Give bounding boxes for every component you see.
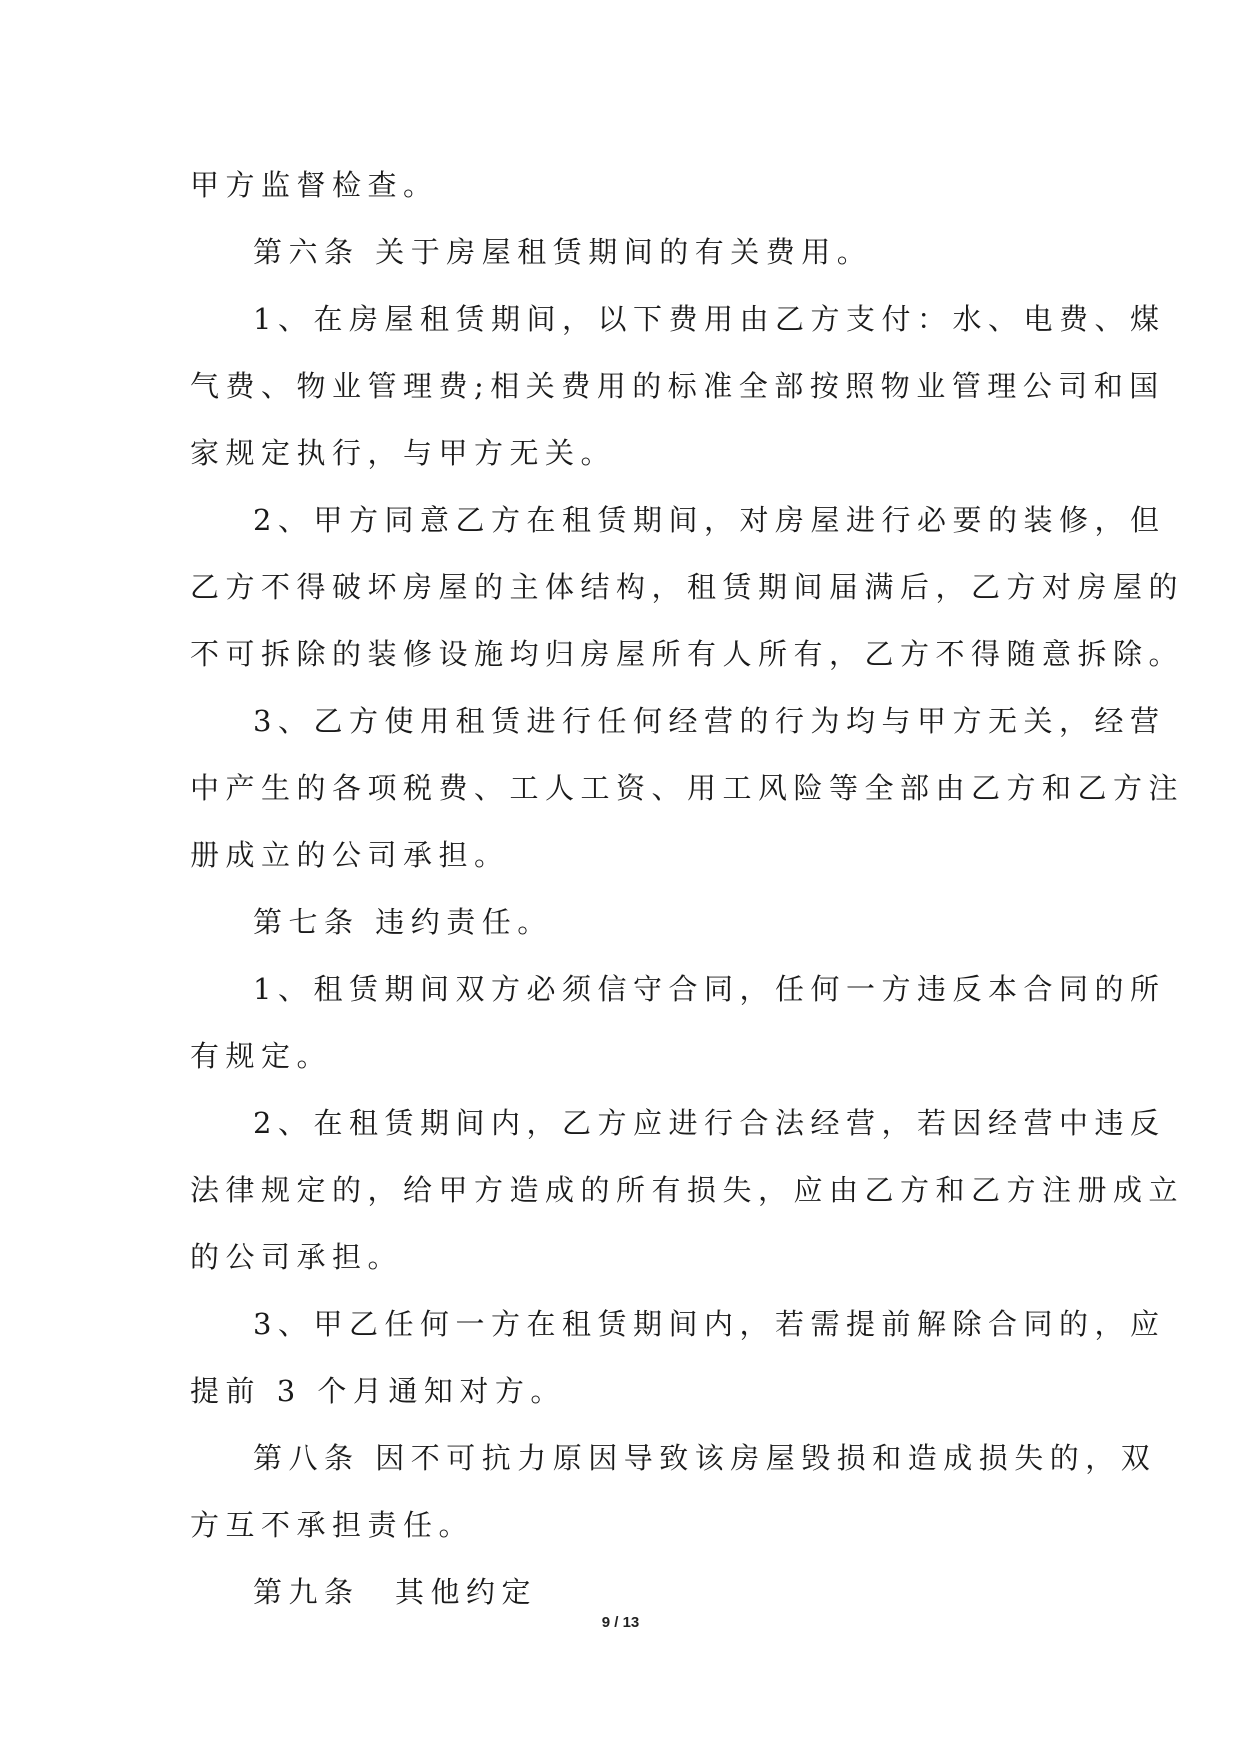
text-line: 中产生的各项税费、工人工资、用工风险等全部由乙方和乙方注 xyxy=(190,771,1185,805)
section-heading: 第九条 其他约定 xyxy=(253,1575,538,1609)
text-line: 3、乙方使用租赁进行任何经营的行为均与甲方无关，经营 xyxy=(253,704,1166,738)
text-line: 册成立的公司承担。 xyxy=(190,838,510,872)
text-line: 乙方不得破坏房屋的主体结构，租赁期间届满后，乙方对房屋的 xyxy=(190,570,1185,604)
text-line: 不可拆除的装修设施均归房屋所有人所有，乙方不得随意拆除。 xyxy=(190,637,1185,671)
text-line: 有规定。 xyxy=(190,1039,333,1073)
section-heading: 第七条 违约责任。 xyxy=(253,905,553,939)
section-heading: 第八条 因不可抗力原因导致该房屋毁损和造成损失的，双 xyxy=(253,1441,1157,1475)
text-line: 家规定执行，与甲方无关。 xyxy=(190,436,617,470)
page-number: 9 / 13 xyxy=(601,1614,640,1631)
text-line: 2、在租赁期间内，乙方应进行合法经营，若因经营中违反 xyxy=(253,1106,1166,1140)
text-line: 法律规定的，给甲方造成的所有损失，应由乙方和乙方注册成立 xyxy=(190,1173,1185,1207)
text-line: 甲方监督检查。 xyxy=(190,168,439,202)
text-line: 的公司承担。 xyxy=(190,1240,404,1274)
text-line: 气费、物业管理费;相关费用的标准全部按照物业管理公司和国 xyxy=(190,369,1165,403)
text-line: 提前 3 个月通知对方。 xyxy=(190,1374,566,1408)
text-line: 3、甲乙任何一方在租赁期间内，若需提前解除合同的，应 xyxy=(253,1307,1166,1341)
text-line: 方互不承担责任。 xyxy=(190,1508,475,1542)
text-line: 1、租赁期间双方必须信守合同，任何一方违反本合同的所 xyxy=(253,972,1166,1006)
section-heading: 第六条 关于房屋租赁期间的有关费用。 xyxy=(253,235,873,269)
text-line: 2、甲方同意乙方在租赁期间，对房屋进行必要的装修，但 xyxy=(253,503,1166,537)
text-line: 1、在房屋租赁期间，以下费用由乙方支付：水、电费、煤 xyxy=(253,302,1166,336)
